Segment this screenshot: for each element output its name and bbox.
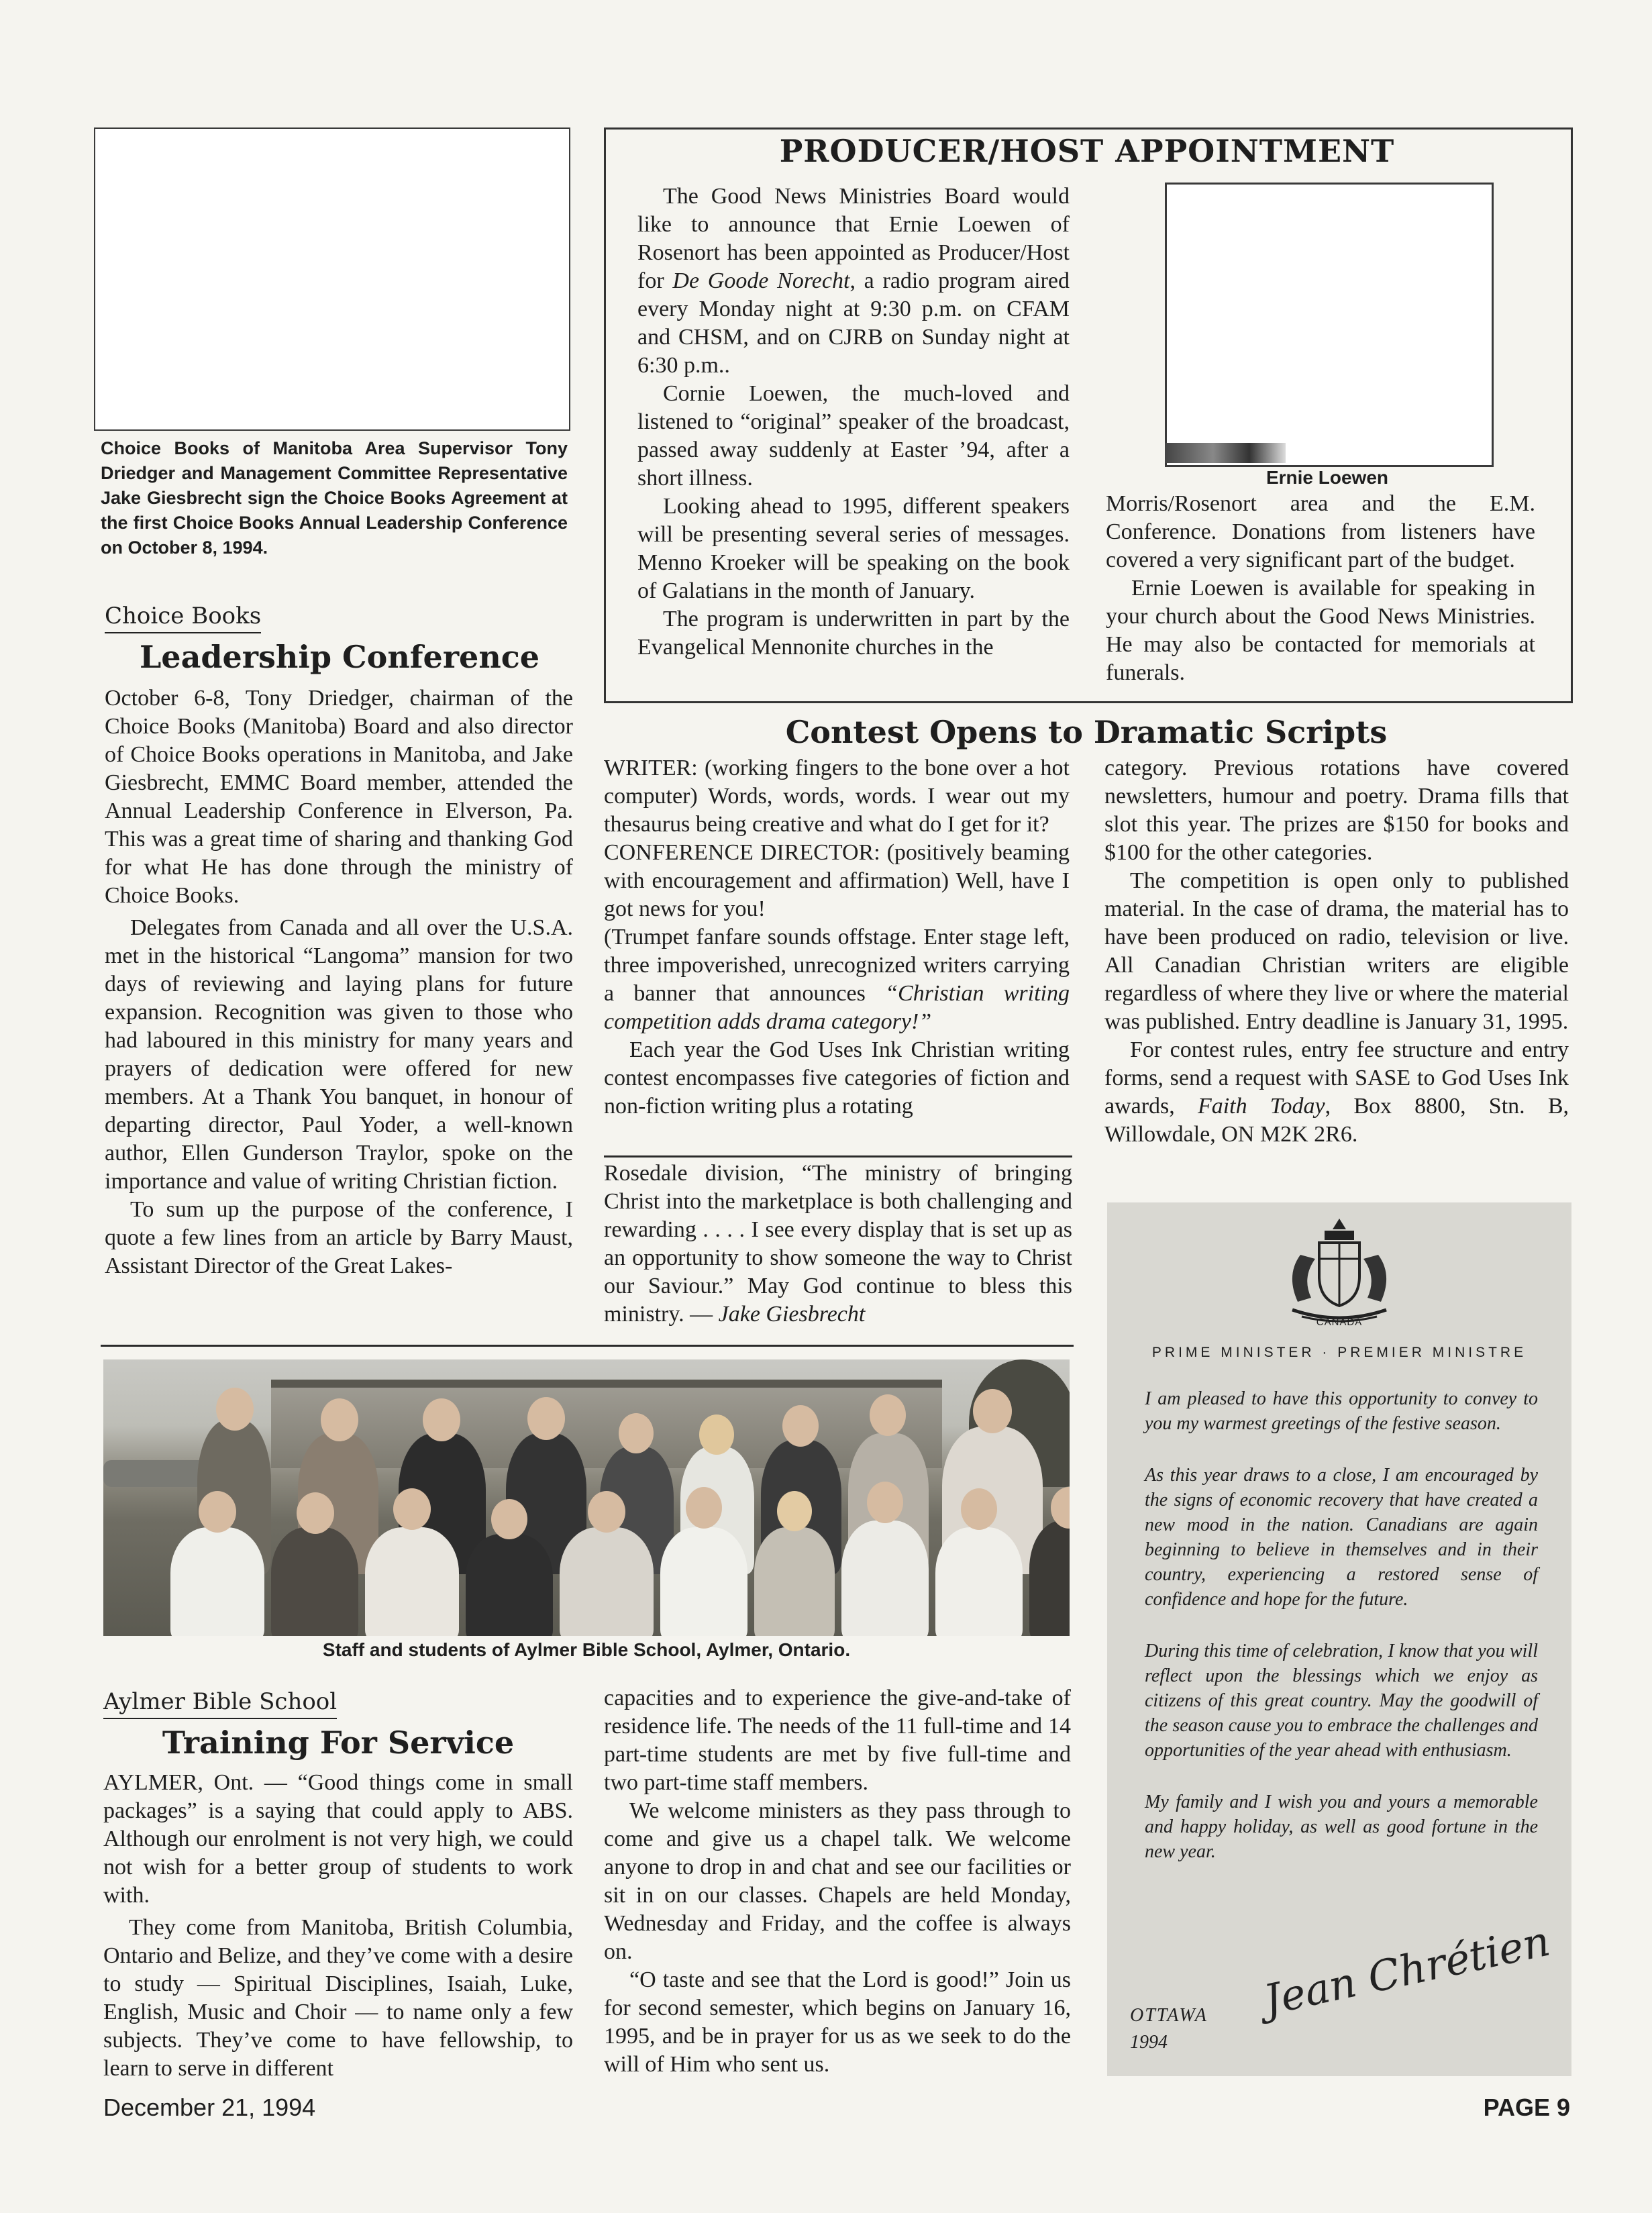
producer-col2 <box>1106 490 1535 687</box>
pm-office: PRIME MINISTER · PREMIER MINISTRE <box>1151 1345 1527 1360</box>
person-head <box>297 1492 334 1534</box>
photo-car <box>103 1460 211 1487</box>
aylmer-paragraph: They come from Manitoba, British Columbia, Ontario and Belize, and they’ve come with a desire to study — Spiritual Disciplines, Isaiah, Luke, English, Music and Choir — to name only a few subjects. They’ve come to have fellowship, to learn to serve in different <box>103 1915 573 2081</box>
contest-col2 <box>1104 754 1569 1149</box>
aylmer-paragraph: AYLMER, Ont. — “Good things come in small packages” is a saying that could apply to ABS. Although our enrolment is not very high, we could not wish for a better group of students to work with. <box>103 1770 573 1908</box>
person-head <box>491 1499 527 1539</box>
person <box>170 1527 264 1636</box>
letter-paragraph: During this time of celebration, I know that you will reflect upon the blessings which we enjoy as citizens of this great country. May the goodwill of the season cause you to embrace the challenges and opportunities of the year ahead with enthusiasm. <box>1145 1641 1538 1761</box>
aylmer-col1 <box>103 1769 573 2083</box>
letter-paragraph: My family and I wish you and yours a memorable and happy holiday, as well as good fortune in the new year. <box>1145 1792 1538 1862</box>
person-head <box>782 1405 819 1447</box>
producer-paragraph: Cornie Loewen, the much-loved and listened to “original” speaker of the broadcast, passed away suddenly at Easter ’94, after a short illness. <box>637 381 1070 491</box>
contest-director-line: CONFERENCE DIRECTOR: (positively beaming with encouragement and affirmation) Well, have I got news for you! <box>604 840 1070 921</box>
footer-date: December 21, 1994 <box>103 2094 316 2121</box>
contest-paragraph: Each year the God Uses Ink Christian writing contest encompasses five categories of fiction and non-fiction writing plus a rotating <box>604 1037 1070 1119</box>
letter-paragraph: I am pleased to have this opportunity to convey to you my warmest greetings of the festive season. <box>1145 1388 1538 1434</box>
choice-books-paragraph: To sum up the purpose of the conference, I quote a few lines from an article by Barry Maust, Assistant Director of the Great Lakes- <box>105 1197 573 1278</box>
contest-banner-text: “Christian writing competition adds drama category!” <box>604 981 1070 1034</box>
person-head <box>619 1413 654 1453</box>
section-divider <box>101 1345 1074 1347</box>
person <box>841 1521 929 1636</box>
contest-paragraph: The competition is open only to published material. In the case of drama, the material has to have been produced on radio, television or live. All Canadian Christian writers are eligible regardless of where they live or where the material was published. Entry deadline is January 31, 1995. <box>1104 868 1569 1034</box>
person-head <box>393 1488 431 1530</box>
person <box>935 1527 1023 1636</box>
person <box>271 1527 358 1636</box>
person-head <box>777 1491 812 1531</box>
contest-headline: Contest Opens to Dramatic Scripts <box>785 714 1388 750</box>
producer-paragraph: The program is underwritten in part by the Evangelical Mennonite churches in the <box>637 607 1070 660</box>
choice-books-byline: Jake Giesbrecht <box>718 1302 866 1327</box>
contest-stage-direction: (Trumpet fanfare sounds offstage. Enter stage left, three impoverished, unrecognized writers carrying a banner that announces <box>604 925 1070 1006</box>
contest-divider <box>604 1155 1072 1157</box>
producer-paragraph: Ernie Loewen is available for speaking in your church about the Good News Ministries. He may also be contacted for memorials at funerals. <box>1106 576 1535 685</box>
ernie-loewen-caption: Ernie Loewen <box>1266 467 1389 488</box>
aylmer-kicker: Aylmer Bible School <box>103 1688 337 1719</box>
person-head <box>199 1491 236 1533</box>
crest-label: CANADA <box>1316 1317 1363 1328</box>
contest-magazine: Faith Today <box>1197 1094 1325 1119</box>
person-head <box>686 1487 722 1529</box>
choice-books-body <box>105 684 573 1280</box>
aylmer-paragraph: We welcome ministers as they pass through to come and give us a chapel talk. We welcome anyone to drop in and chat and see our facilities or sit in on our classes. Chapels are held Monday, Wednesday and Friday, and the coffee is always on. <box>604 1798 1071 1964</box>
photo-edge-artifact <box>1165 443 1286 463</box>
producer-host-headline: PRODUCER/HOST APPOINTMENT <box>779 133 1395 169</box>
ernie-loewen-photo <box>1165 183 1494 467</box>
contest-address: , Box 8800, Stn. B, Willowdale, ON M2K 2R6. <box>1104 1094 1569 1147</box>
producer-col1 <box>637 183 1070 662</box>
person-head <box>216 1388 254 1431</box>
contest-paragraph: category. Previous rotations have covered newsletters, humour and poetry. Drama fills that slot this year. The prizes are $150 for books and $100 for the other categories. <box>1104 756 1569 865</box>
contest-writer-line: WRITER: (working fingers to the bone over a hot computer) Words, words, words. I wear out my thesaurus being creative and what do I get for it? <box>604 756 1070 837</box>
choice-books-photo-caption: Choice Books of Manitoba Area Supervisor Tony Driedger and Management Committee Representative Jake Giesbrecht sign the Choice Books Agreement at the first Choice Books Annual Leadership Conference on October 8, 1994. <box>101 438 568 558</box>
pm-signature: Jean Chrétien <box>1259 1916 1555 2025</box>
person-head <box>699 1414 734 1455</box>
contest-col1 <box>604 754 1070 1121</box>
choice-books-paragraph: October 6-8, Tony Driedger, chairman of the Choice Books (Manitoba) Board and also director of Choice Books operations in Manitoba, and Jake Giesbrecht, EMMC Board member, attended the Annual Leadership Conference in Elverson, Pa. This was a great time of sharing and thanking God for what He has done through the ministry of Choice Books. <box>105 686 573 908</box>
producer-paragraph-tail: , a radio program aired every Monday night at 9:30 p.m. on CFAM and CHSM, and on CJRB on Sunday night at 6:30 p.m.. <box>637 268 1070 378</box>
person-head <box>870 1394 906 1436</box>
producer-paragraph: The Good News Ministries Board would like to announce that Ernie Loewen of Rosenort has been appointed as Producer/Host for <box>637 184 1070 293</box>
person <box>754 1527 835 1636</box>
person-head <box>867 1482 903 1523</box>
contest-rules: For contest rules, entry fee structure and entry forms, send a request with SASE to God Uses Ink awards, <box>1104 1037 1569 1119</box>
page-number: PAGE 9 <box>1483 2094 1570 2121</box>
pm-letter <box>1107 1202 1571 2076</box>
aylmer-group-photo <box>103 1359 1070 1636</box>
person <box>466 1534 553 1636</box>
person <box>660 1527 747 1636</box>
person-head <box>321 1398 358 1441</box>
choice-books-photo <box>94 127 570 431</box>
choice-books-paragraph: Delegates from Canada and all over the U.S.A. met in the historical “Langoma” mansion for two days of reviewing and laying plans for future expansion. Recognition was given to those who had laboured in this ministry for many years and prayers of dedication were offered for new members. At a Thank You banquet, in honour of departing director, Paul Yoder, a well-known author, Ellen Gunderson Traylor, spoke on the importance and value of writing Christian fiction. <box>105 915 573 1194</box>
person-head <box>527 1397 565 1440</box>
aylmer-paragraph: “O taste and see that the Lord is good!” Join us for second semester, which begins on January 16, 1995, and be in prayer for us as we seek to do the will of Him who sent us. <box>604 1967 1071 2077</box>
aylmer-col2 <box>604 1684 1071 2079</box>
letter-paragraph: As this year draws to a close, I am encouraged by the signs of economic recovery that have created a new mood in the nation. Canadians are again beginning to believe in themselves and in their country, experiencing a restored sense of confidence and hope for the future. <box>1145 1465 1538 1610</box>
choice-books-kicker: Choice Books <box>105 603 261 633</box>
choice-books-continuation <box>604 1160 1072 1329</box>
person <box>365 1527 459 1636</box>
letter-year: 1994 <box>1130 2032 1168 2053</box>
aylmer-paragraph: capacities and to experience the give-and-take of residence life. The needs of the 11 full-time and 14 part-time students are met by five full-time and two part-time staff members. <box>604 1686 1071 1795</box>
person-head <box>973 1389 1012 1433</box>
producer-paragraph: Morris/Rosenort area and the E.M. Conference. Donations from listeners have covered a very significant part of the budget. <box>1106 491 1535 572</box>
pm-letter-body <box>1145 1386 1538 1891</box>
program-name: De Goode Norecht <box>672 268 850 293</box>
person-head <box>423 1398 460 1441</box>
aylmer-headline: Training For Service <box>162 1725 515 1761</box>
letter-place: OTTAWA <box>1130 2005 1208 2026</box>
person <box>560 1527 654 1636</box>
canada-crest-icon <box>1272 1216 1406 1330</box>
continuation-text: Rosedale division, “The ministry of bringing Christ into the marketplace is both challenging and rewarding . . . . I see every display that is set up as an opportunity to show someone the way to Christ our Saviour.” May God continue to bless this ministry. — <box>604 1161 1072 1327</box>
person-head <box>961 1488 997 1530</box>
producer-paragraph: Looking ahead to 1995, different speakers will be presenting several series of messages. Menno Kroeker will be speaking on the book of Galatians in the month of January. <box>637 494 1070 603</box>
person-head <box>588 1491 625 1533</box>
choice-books-headline: Leadership Conference <box>139 639 540 675</box>
aylmer-photo-caption: Staff and students of Aylmer Bible School, Aylmer, Ontario. <box>322 1639 851 1660</box>
